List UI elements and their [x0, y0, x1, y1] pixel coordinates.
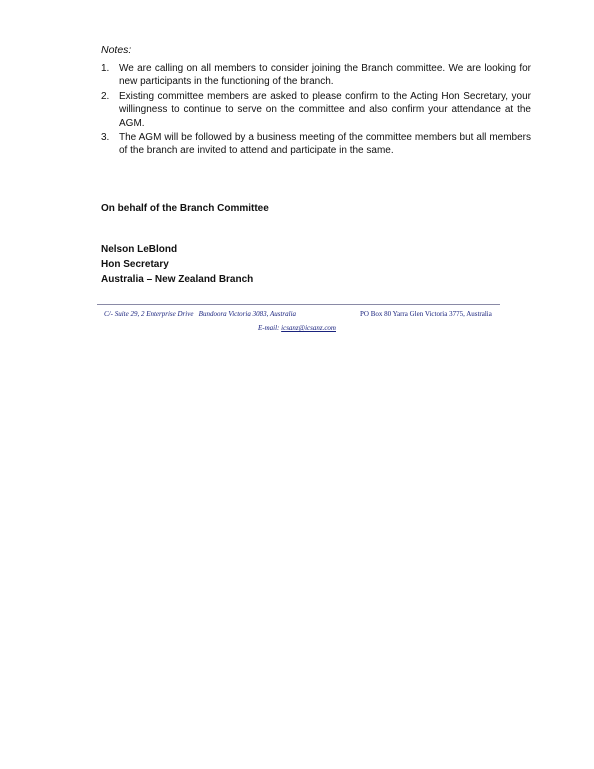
signatory-title: Hon Secretary	[101, 258, 169, 270]
footer-divider	[97, 304, 500, 305]
note-number: 2.	[101, 90, 110, 102]
note-text: We are calling on all members to consider joining the Branch committee. We are looking for new participants in the functioning of the branch.	[119, 63, 531, 88]
signature-block	[101, 243, 253, 287]
note-number: 1.	[101, 63, 110, 74]
signatory-name: Nelson LeBlond	[101, 244, 178, 255]
note-text: The AGM will be followed by a business meeting of the committee members but all members of the branch are invited to attend and participate in the same.	[119, 132, 531, 157]
note-text: Existing committee members are asked to please confirm to the Acting Hon Secretary, your willingness to continue to serve on the committee and also confirm your attendance at the AGM.	[119, 90, 531, 129]
note-item-1	[101, 62, 531, 89]
note-item-3	[101, 131, 531, 158]
on-behalf-line: On behalf of the Branch Committee	[101, 203, 269, 214]
footer-address-right: PO Box 80 Yarra Glen Victoria 3775, Australia	[360, 310, 492, 318]
footer-email-line	[0, 324, 594, 332]
notes-list	[101, 62, 531, 159]
notes-heading: Notes:	[101, 44, 132, 56]
email-label: E-mail:	[258, 324, 282, 332]
footer-address-left: C/- Suite 29, 2 Enterprise Drive Bundoora Victoria 3083, Australia	[104, 310, 297, 318]
note-item-2	[101, 90, 531, 130]
email-link[interactable]: icsanz@icsanz.com	[281, 324, 336, 332]
note-number: 3.	[101, 132, 110, 144]
signatory-branch: Australia – New Zealand Branch	[101, 273, 254, 285]
